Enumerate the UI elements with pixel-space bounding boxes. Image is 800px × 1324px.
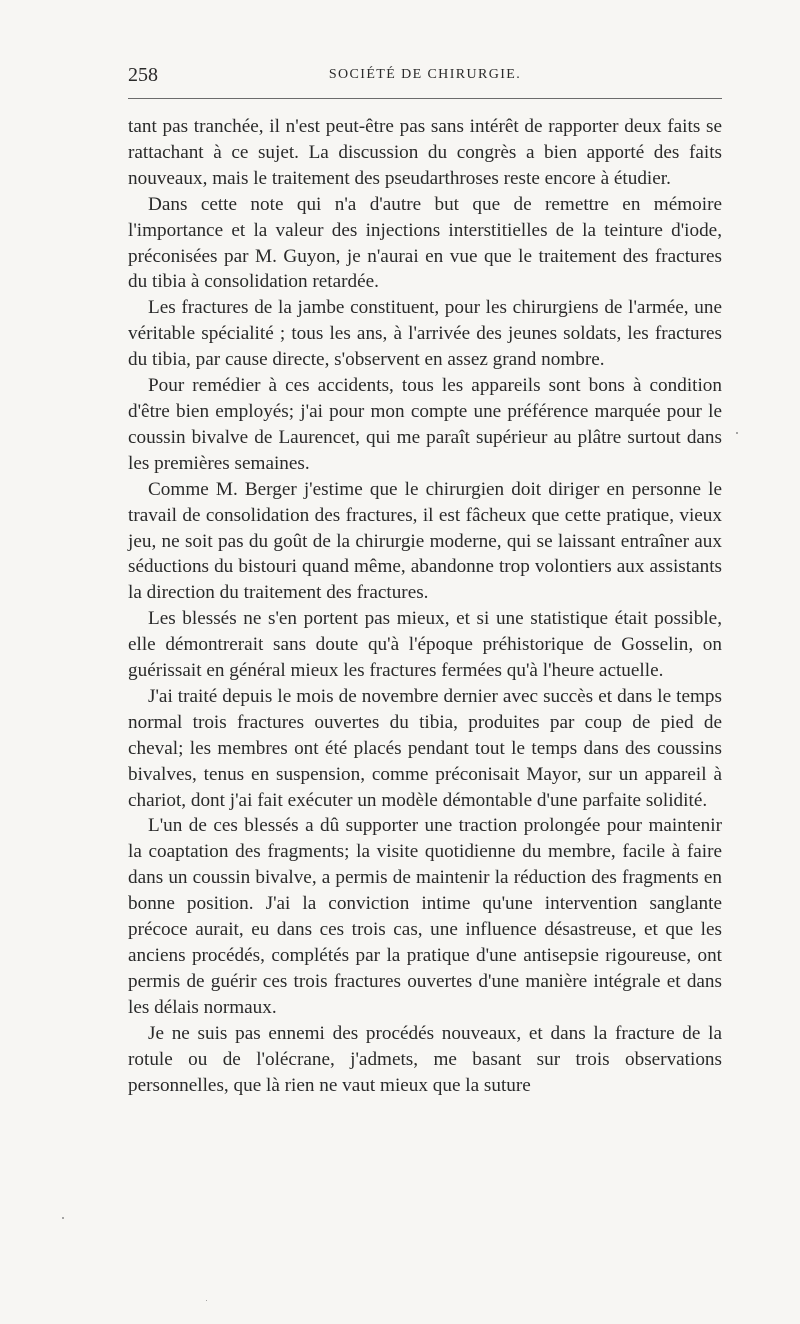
paragraph: Je ne suis pas ennemi des procédés nouveaux, et dans la fracture de la rotule ou de l'olécrane, j'admets, me basant sur trois observations personnelles, que là rien ne vaut mieux que la suture xyxy=(128,1022,722,1096)
paragraph: Les fractures de la jambe constituent, pour les chirurgiens de l'armée, une véritable spécialité ; tous les ans, à l'arrivée des jeunes soldats, les fractures du tibia, par cause directe, s'observent en assez grand nombre. xyxy=(128,297,722,371)
running-title: SOCIÉTÉ DE CHIRURGIE. xyxy=(328,67,522,82)
paragraph: Les blessés ne s'en portent pas mieux, et si une statistique était possible, elle démontrerait sans doute qu'à l'époque préhistorique de Gosselin, on guérissait en général mieux les fractures fermées qu'à l'heure actuelle. xyxy=(128,608,722,682)
paragraph: J'ai traité depuis le mois de novembre dernier avec succès et dans le temps normal trois fractures ouvertes du tibia, produites par coup de pied de cheval; les membres ont été placés pendant tout le temps dans des coussins bivalves, tenus en suspension, comme préconisait Mayor, sur un appareil à chariot, dont j'ai fait exécuter un modèle démontable d'une parfaite solidité. xyxy=(128,685,722,811)
header-rule xyxy=(128,98,722,99)
page-number: 258 xyxy=(128,64,158,86)
paragraph: Pour remédier à ces accidents, tous les appareils sont bons à condition d'être bien employés; j'ai pour mon compte une préférence marquée pour le coussin bivalve de Laurencet, qui me paraît supérieur au plâtre surtout dans les premières semaines. xyxy=(128,375,722,474)
paragraph: Dans cette note qui n'a d'autre but que de remettre en mémoire l'importance et la valeur des injections interstitielles de la teinture d'iode, préconisées par M. Guyon, je n'aurai en vue que le traitement des fractures du tibia à consolidation retardée. xyxy=(128,193,722,293)
running-head xyxy=(128,63,722,87)
paragraph: L'un de ces blessés a dû supporter une traction prolongée pour maintenir la coaptation des fragments; la visite quotidienne du membre, facile à faire dans un coussin bivalve, a permis de maintenir la réduction des fragments en bonne position. J'ai la conviction intime qu'une intervention sanglante précoce aurait, eu dans ces trois cas, une influence désastreuse, et que les anciens procédés, complétés par la pratique d'une antisepsie rigoureuse, ont permis de guérir ces trois fractures ouvertes d'une manière intégrale et dans les délais normaux. xyxy=(128,815,722,1018)
paragraph: tant pas tranchée, il n'est peut-être pas sans intérêt de rapporter deux faits se rattachant à ce sujet. La discussion du congrès a bien apporté des faits nouveaux, mais le traitement des pseudarthroses reste encore à étudier. xyxy=(128,116,722,189)
paper-speck xyxy=(736,432,738,434)
paper-speck xyxy=(62,1217,64,1219)
body-text xyxy=(128,114,722,1098)
paper-speck xyxy=(206,1300,207,1301)
paragraph: Comme M. Berger j'estime que le chirurgien doit diriger en personne le travail de consolidation des fractures, il est fâcheux que cette pratique, vieux jeu, ne soit pas du goût de la chirurgie moderne, qui se laissant entraîner aux séductions du bistouri quand même, abandonne trop volontiers aux assistants la direction du traitement des fractures. xyxy=(128,478,722,604)
